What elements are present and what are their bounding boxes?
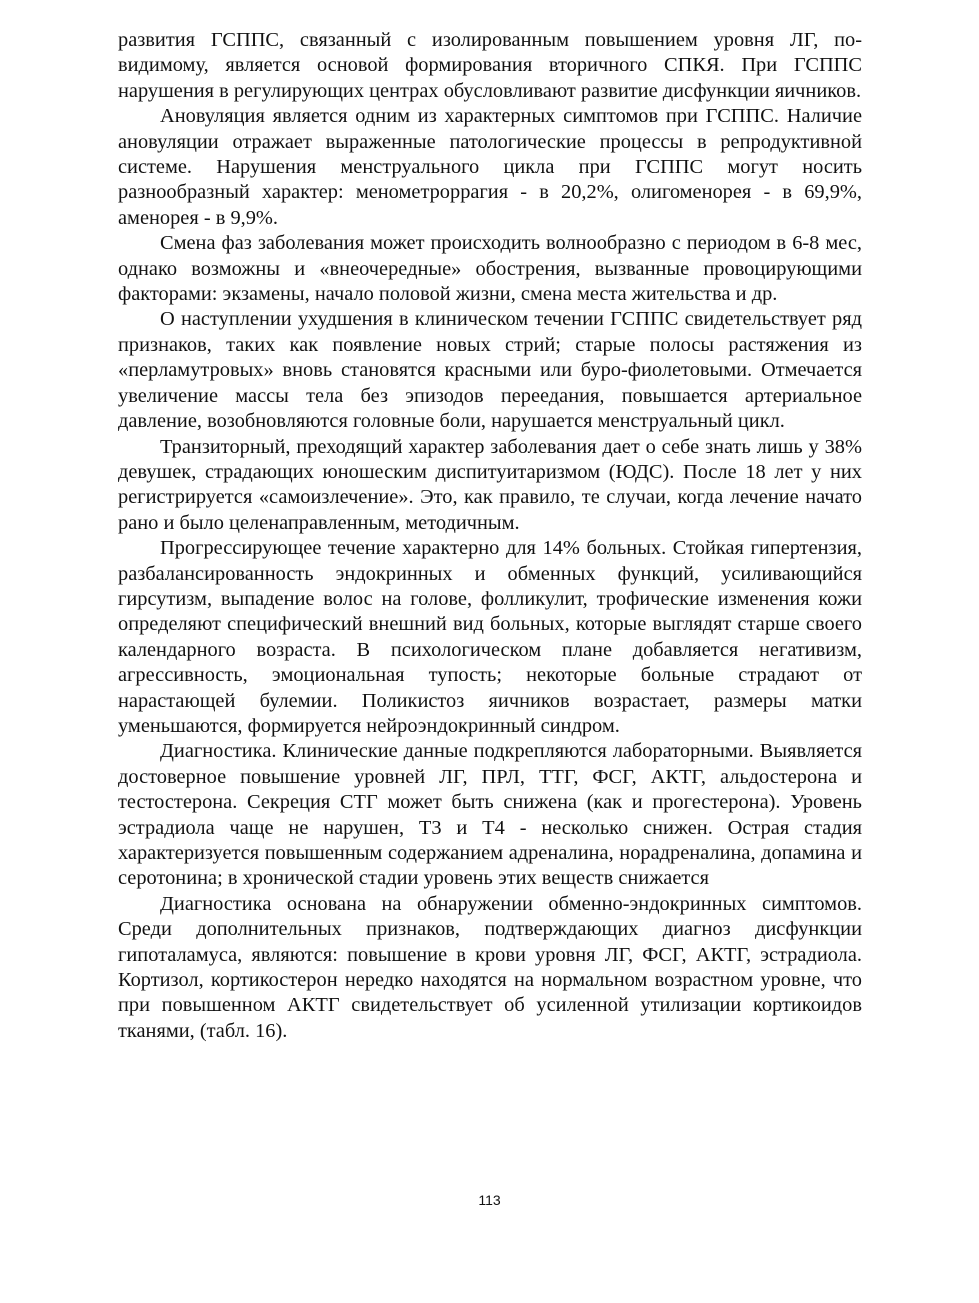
page-body	[118, 28, 862, 1044]
page-number: 113	[478, 1192, 501, 1208]
paragraph-diagnostics-basis: Диагностика основана на обнаружении обменно-эндокринных симптомов. Среди дополнительных признаков, подтверждающих диагноз дисфункции гипоталамуса, являются: повышение в крови уровня ЛГ, ФСГ, АКТГ, эстрадиола. Кортизол, кортикостерон нередко находятся на нормальном возрастном уровне, что при повышенном АКТГ свидетельствует об усиленной утилизации кортикоидов тканями, (табл. 16).	[118, 892, 862, 1042]
paragraph-continuation: развития ГСППС, связанный с изолированным повышением уровня ЛГ, по-видимому, является основой формирования вторичного СПКЯ. При ГСППС нарушения в регулирующих центрах обусловливают развитие дисфункции яичников.	[118, 29, 862, 102]
paragraph-diagnostics-lab: Диагностика. Клинические данные подкрепляются лабораторными. Выявляется достоверное повышение уровней ЛГ, ПРЛ, ТТГ, ФСГ, АКТГ, альдостерона и тестостерона. Секреция СТГ может быть снижена (как и прогестерона). Уровень эстрадиола чаще не нарушен, Т3 и Т4 - несколько снижен. Острая стадия характеризуется повышенным содержанием адреналина, норадреналина, допамина и серотонина; в хронической стадии уровень этих веществ снижается	[118, 740, 862, 890]
paragraph-progressive-course: Прогрессирующее течение характерно для 14% больных. Стойкая гипертензия, разбалансированность эндокринных и обменных функций, усиливающийся гирсутизм, выпадение волос на голове, фолликулит, трофические изменения кожи определяют специфический внешний вид больных, которые выглядят старше своего календарного возраста. В психологическом плане добавляется негативизм, агрессивность, эмоциональная тупость; некоторые больные страдают от нарастающей булемии. Поликистоз яичников возрастает, размеры матки уменьшаются, формируется нейроэндокринный синдром.	[118, 537, 862, 737]
paragraph-worsening-signs: О наступлении ухудшения в клиническом течении ГСППС свидетельствует ряд признаков, таких как появление новых стрий; старые полосы растяжения из «перламутровых» вновь становятся красными или буро-фиолетовыми. Отмечается увеличение массы тела без эпизодов переедания, повышается артериальное давление, возобновляются головные боли, нарушается менструальный цикл.	[118, 308, 862, 433]
paragraph-transient-course: Транзиторный, преходящий характер заболевания дает о себе знать лишь у 38% девушек, страдающих юношеским диспитуитаризмом (ЮДС). После 18 лет у них регистрируется «самоизлечение». Это, как правило, те случаи, когда лечение начато рано и было целенаправленным, методичным.	[118, 435, 862, 534]
paragraph-anovulation: Ановуляция является одним из характерных симптомов при ГСППС. Наличие ановуляции отражает выраженные патологические процессы в репродуктивной системе. Нарушения менструального цикла при ГСППС могут носить разнообразный характер: менометроррагия - в 20,2%, олигоменорея - в 69,9%, аменорея - в 9,9%.	[118, 105, 862, 229]
paragraph-phase-change: Смена фаз заболевания может происходить волнообразно с периодом в 6-8 мес, однако возможны и «внеочередные» обострения, вызванные провоцирующими факторами: экзамены, начало половой жизни, смена места жительства и др.	[118, 232, 862, 306]
